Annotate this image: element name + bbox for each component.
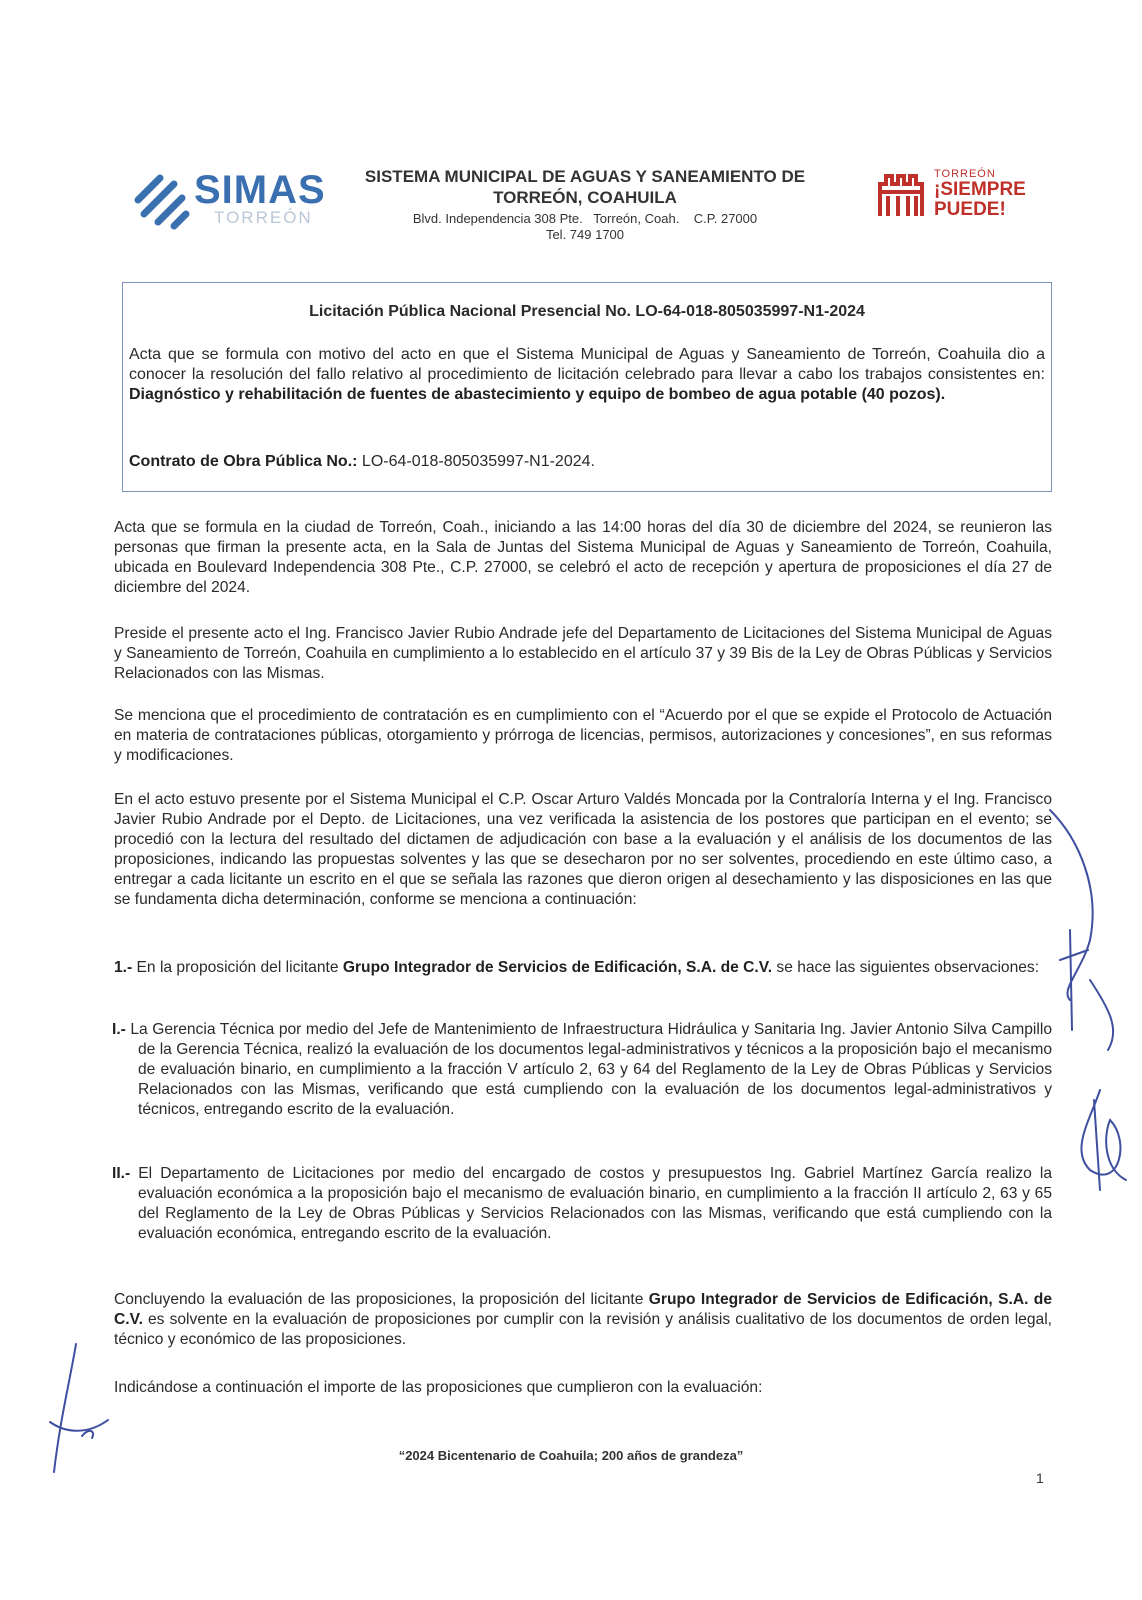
tender-description-intro: Acta que se formula con motivo del acto en que el Sistema Municipal de Aguas y Saneamiento de Torreón, Coahuila dio a conocer la resolución del fallo relativo al procedimiento de licitación celebrado para llevar a cabo los trabajos consistentes en: xyxy=(129,346,1045,383)
tender-info-box xyxy=(122,282,1052,492)
conclusion-post: es solvente en la evaluación de proposiciones por cumplir con la revisión y análisis cualitativo de los documentos de orden legal, técnico y económico de las proposiciones. xyxy=(114,1311,1052,1348)
paragraph-attendance: En el acto estuvo presente por el Sistema Municipal el C.P. Oscar Arturo Valdés Moncada por la Contraloría Interna y el Ing. Francisco Javier Rubio Andrade por el Depto. de Licitaciones, una vez verificada la asistencia de los postores que participan en el evento; se procedió con la lectura del resultado del dictamen de adjudicación con base a la evaluación y el análisis de los documentos de las proposiciones, indicando las propuestas solventes y las que se desecharon por no ser solventes, procediendo en este último caso, a entregar a cada licitante un escrito en el que se señala las razones que dieron origen al desechamiento y las disposiciones en las que se fundamenta dicha determinación, conforme se menciona a continuación: xyxy=(114,791,1052,908)
org-address: Blvd. Independencia 308 Pte. Torreón, Coah. C.P. 27000 xyxy=(412,211,758,226)
simas-wave-icon xyxy=(130,170,192,232)
simas-logo-subtext: TORREÓN xyxy=(214,208,313,227)
torreon-slogan xyxy=(934,180,1026,220)
paragraph-conclusion xyxy=(114,1290,1052,1350)
torreon-logo xyxy=(876,168,1046,238)
org-title-line1: SISTEMA MUNICIPAL DE AGUAS Y SANEAMIENTO DE xyxy=(364,167,806,186)
tender-works-title: Diagnóstico y rehabilitación de fuentes de abastecimiento y equipo de bombeo de agua potable (40 pozos). xyxy=(129,386,946,403)
roman-item-1-number: I.- xyxy=(112,1021,126,1038)
item-1-post: se hace las siguientes observaciones: xyxy=(772,959,1040,976)
footer-motto: “2024 Bicentenario de Coahuila; 200 años de grandeza” xyxy=(398,1448,744,1463)
simas-logo xyxy=(130,168,330,244)
item-1 xyxy=(114,958,1052,978)
item-1-bidder: Grupo Integrador de Servicios de Edificación, S.A. de C.V. xyxy=(342,959,773,976)
roman-item-2-number: II.- xyxy=(112,1165,131,1182)
roman-item-2-text: El Departamento de Licitaciones por medio del encargado de costos y presupuestos Ing. Gabriel Martínez García realizo la evaluación económica a la proposición bajo el mecanismo de evaluación binario, en cumplimiento a la fracción II artículo 2, 63 y 65 del Reglamento de la Ley de Obras Públicas y Servicios Relacionados con las Mismas, verificando que está cumpliendo con la evaluación económica, entregando escrito de la evaluación. xyxy=(130,1165,1052,1242)
contract-value: LO-64-018-805035997-N1-2024. xyxy=(357,453,595,470)
torreon-slogan-line2: PUEDE! xyxy=(934,199,1006,220)
paragraph-opening: Acta que se formula en la ciudad de Torreón, Coah., iniciando a las 14:00 horas del día 30 de diciembre del 2024, se reunieron las personas que firman la presente acta, en la Sala de Juntas del Sistema Municipal de Aguas y Saneamiento de Torreón, Coahuila, ubicada en Boulevard Independencia 308 Pte., C.P. 27000, se celebró el acto de recepción y apertura de proposiciones el día 27 de diciembre del 2024. xyxy=(114,519,1052,596)
torreon-logo-label: TORREÓN xyxy=(934,168,996,180)
conclusion-pre: Concluyendo la evaluación de las proposiciones, la proposición del licitante xyxy=(114,1291,649,1308)
contract-number xyxy=(129,453,595,471)
tender-description xyxy=(129,345,1045,405)
paragraph-presides: Preside el presente acto el Ing. Francisco Javier Rubio Andrade jefe del Departamento de Licitaciones del Sistema Municipal de Aguas y Saneamiento de Torreón, Coahuila en cumplimiento a lo establecido en el artículo 37 y 39 Bis de la Ley de Obras Públicas y Servicios Relacionados con las Mismas. xyxy=(114,625,1052,682)
conclusion-bidder: Grupo Integrador de Servicios de Edificación, S.A. de C.V. xyxy=(114,1291,1053,1328)
roman-item-2 xyxy=(112,1164,1052,1244)
roman-item-1-text: La Gerencia Técnica por medio del Jefe de Mantenimiento de Infraestructura Hidráulica y Sanitaria Ing. Javier Antonio Silva Campillo de la Gerencia Técnica, realizó la evaluación de los documentos legal-administrativos y técnicos a la proposición bajo el mecanismo de evaluación binario, en cumplimiento a la fracción V artículo 2, 63 y 64 del Reglamento de la Ley de Obras Públicas y Servicios Relacionados con las Mismas, verificando que está cumpliendo con la evaluación de los documentos legal-administrativos y técnicos, entregando escrito de la evaluación. xyxy=(125,1021,1052,1118)
organization-header xyxy=(330,166,840,242)
paragraph-amounts-intro: Indicándose a continuación el importe de las proposiciones que cumplieron con la evaluación: xyxy=(114,1379,763,1396)
tender-title: Licitación Pública Nacional Presencial No. LO-64-018-805035997-N1-2024 xyxy=(309,303,865,320)
contract-label: Contrato de Obra Pública No.: xyxy=(129,453,358,470)
page-number: 1 xyxy=(1036,1470,1044,1486)
item-1-number: 1.- xyxy=(114,959,133,976)
org-title-line2: TORREÓN, COAHUILA xyxy=(493,188,677,207)
signature-right-margin xyxy=(1030,800,1142,1200)
roman-item-1 xyxy=(112,1020,1052,1120)
paragraph-protocol: Se menciona que el procedimiento de contratación es en cumplimiento con el “Acuerdo por el que se expide el Protocolo de Actuación en materia de contrataciones públicas, otorgamiento y prórroga de licencias, permisos, autorizaciones y concesiones”, en sus reformas y modificaciones. xyxy=(114,707,1052,764)
signature-bottom-left xyxy=(30,1340,120,1480)
org-phone: Tel. 749 1700 xyxy=(545,227,625,242)
simas-logo-text: SIMAS xyxy=(194,168,326,212)
torreon-slogan-line1: ¡SIEMPRE xyxy=(934,179,1026,200)
item-1-pre: En la proposición del licitante xyxy=(132,959,343,976)
castle-icon xyxy=(876,170,926,220)
